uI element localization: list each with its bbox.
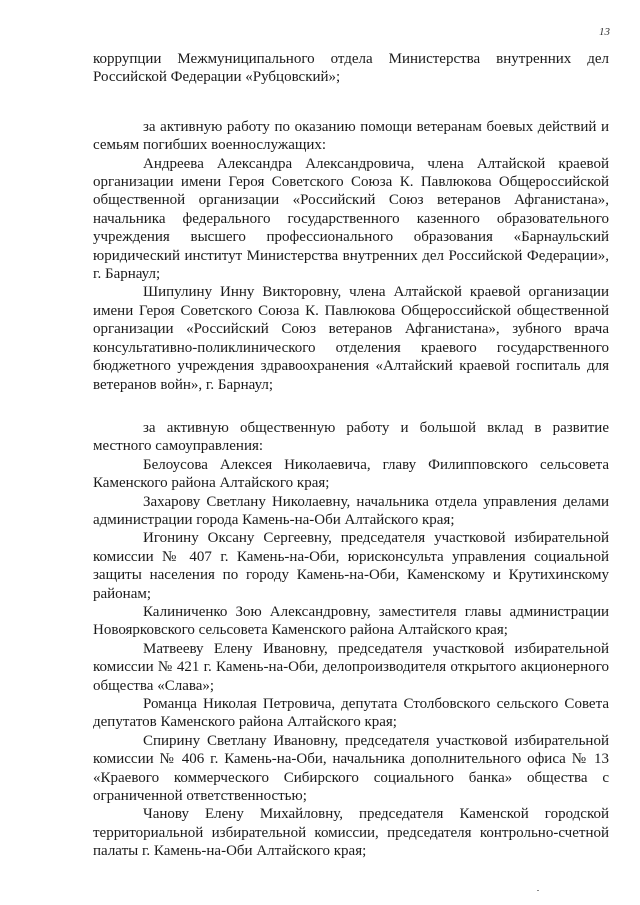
paragraph-awardee: Калиниченко Зою Александровну, заместителя главы администрации Новоярковского сельсовета Каменского района Алтайского края; xyxy=(93,603,609,639)
paragraph-awardee: Игонину Оксану Сергеевну, председателя участковой избирательной комиссии № 407 г. Камень-на-Оби, юрисконсульта управления социальной защиты населения по городу Камень-на-Оби, Каменскому и Крутихинскому районам; xyxy=(93,530,609,602)
page-number: 13 xyxy=(599,26,610,38)
paragraph-awardee: Романца Николая Петровича, депутата Столбовского сельского Совета депутатов Каменского района Алтайского края; xyxy=(93,696,609,731)
paragraph-awardee: Белоусова Алексея Николаевича, главу Филипповского сельсовета Каменского района Алтайского края; xyxy=(93,456,609,492)
paragraph-awardee: Матвееву Елену Ивановну, председателя участковой избирательной комиссии № 421 г. Камень-на-Оби, делопроизводителя открытого акционерного общества «Слава»; xyxy=(93,640,609,694)
scan-artifact xyxy=(537,890,539,891)
paragraph-awardee: Спирину Светлану Ивановну, председателя участковой избирательной комиссии № 406 г. Камень-на-Оби, начальника дополнительного офиса № 13 «Краевого коммерческого Сибирского социального банка» общества с ограниченной ответственностью; xyxy=(93,732,609,805)
paragraph-awardee: Захарову Светлану Николаевну, начальника отдела управления делами администрации города Камень-на-Оби Алтайского края; xyxy=(93,493,609,528)
paragraph-awardee: Шипулину Инну Викторовну, члена Алтайской краевой организации имени Героя Советского Союза К. Павлюкова Общероссийской общественной организации «Российский Союз ветеранов Афганистана», зубного врача консультативно-поликлинического отделения краевого государственного бюджетного учреждения здравоохранения «Алтайский краевой госпиталь для ветеранов войн», г. Барнаул; xyxy=(93,284,609,393)
paragraph-awardee: Чанову Елену Михайловну, председателя Каменской городской территориальной избирательной комиссии, председателя контрольно-счетной палаты г. Камень-на-Оби Алтайского края; xyxy=(93,806,609,860)
paragraph-gap xyxy=(93,394,609,419)
paragraph-continuation: коррупции Межмуниципального отдела Министерства внутренних дел Российской Федерации «Рубцовский»; xyxy=(93,51,609,86)
document-body xyxy=(93,50,609,861)
section-heading-veterans-aid: за активную работу по оказанию помощи ветеранам боевых действий и семьям погибших военнослужащих: xyxy=(93,118,609,154)
section-heading-local-government: за активную общественную работу и большой вклад в развитие местного самоуправления: xyxy=(93,419,609,455)
paragraph-awardee: Андреева Александра Александровича, члена Алтайской краевой организации имени Героя Советского Союза К. Павлюкова Общероссийской общественной организации «Российский Союз ветеранов Афганистана», начальника федерального государственного казенного образовательного учреждения высшего профессионального образования «Барнаульский юридический институт Министерства внутренних дел Российской Федерации», г. Барнаул; xyxy=(93,155,609,283)
paragraph-gap xyxy=(93,87,609,118)
